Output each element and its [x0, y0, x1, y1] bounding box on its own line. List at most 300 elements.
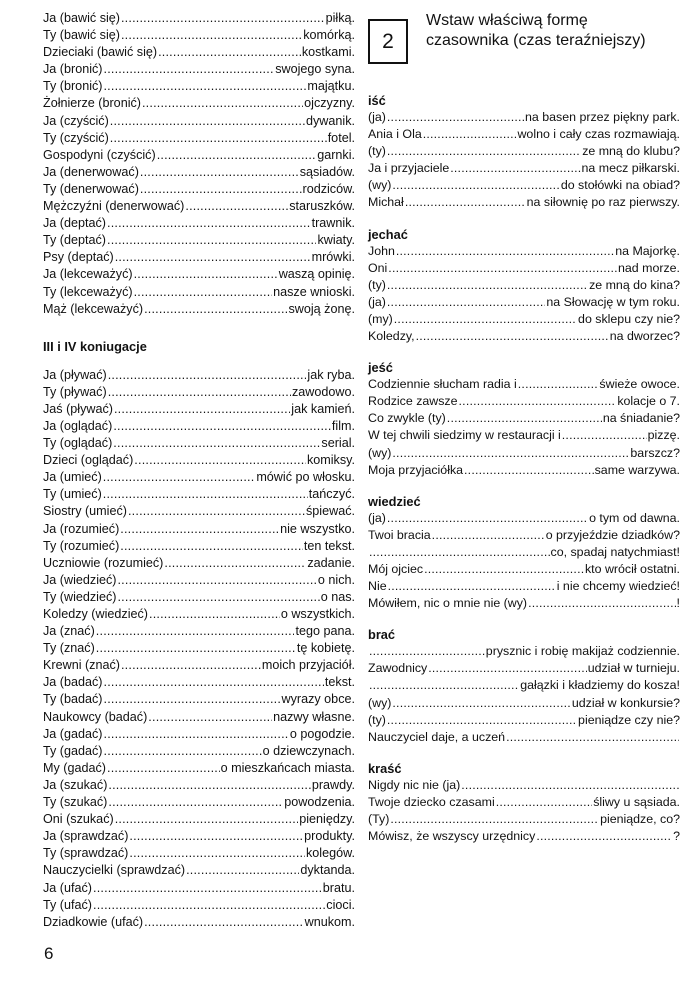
row-suffix-text: bratu.	[322, 880, 355, 895]
blank-line[interactable]	[148, 709, 272, 726]
row-suffix-text: komórką.	[303, 28, 355, 43]
blank-line[interactable]	[390, 811, 599, 828]
fill-in-row	[368, 643, 680, 660]
row-prefix-text: Ty (ufać)	[43, 897, 92, 912]
row-suffix-text: produkty.	[304, 829, 355, 844]
row-prefix-text: (ja)	[368, 510, 386, 525]
fill-in-row	[43, 845, 355, 862]
blank-line[interactable]	[96, 640, 296, 657]
fill-in-row	[368, 160, 680, 177]
row-suffix-text: ojczyzny.	[304, 96, 355, 111]
row-suffix-text: pieniądze, co?	[600, 812, 680, 826]
blank-line[interactable]	[144, 914, 304, 931]
row-suffix-text: nie wszystko.	[280, 521, 355, 536]
exercise-header	[368, 10, 680, 92]
row-prefix-text: Zawodnicy	[368, 661, 428, 676]
fill-in-row	[368, 311, 680, 328]
blank-line[interactable]	[464, 462, 594, 479]
row-suffix-text: do stołówki na obiad?	[560, 178, 680, 193]
blank-line[interactable]	[96, 623, 295, 640]
blank-line[interactable]	[140, 181, 302, 198]
left-column	[43, 10, 355, 931]
row-suffix-text: serial.	[321, 436, 355, 451]
row-suffix-text: sąsiadów.	[299, 164, 355, 179]
exercise-instruction	[426, 10, 646, 51]
fill-in-row	[43, 164, 355, 181]
row-prefix-text: Ja (bawić się)	[43, 11, 120, 25]
row-suffix-text: !	[676, 596, 680, 611]
row-suffix-text: barszcz?	[630, 445, 680, 460]
fill-in-row	[368, 376, 680, 393]
row-suffix-text: wnukom.	[304, 914, 355, 929]
fill-in-row	[43, 418, 355, 435]
row-prefix-text: Ty (umieć)	[43, 487, 102, 502]
row-prefix-text: (my)	[368, 311, 393, 326]
row-prefix-text: (wy)	[368, 445, 392, 460]
row-suffix-text: swoją żonę.	[288, 301, 355, 316]
fill-in-row	[43, 794, 355, 811]
blank-line[interactable]	[108, 384, 291, 401]
fill-in-row	[43, 301, 355, 318]
row-suffix-text: film.	[331, 418, 355, 433]
row-prefix-text: (ty)	[368, 712, 386, 727]
fill-in-row	[368, 294, 680, 311]
row-suffix-text: o przyjeździe dziadków?	[545, 527, 680, 542]
blank-line[interactable]	[392, 445, 629, 462]
row-suffix-text: cioci.	[326, 897, 355, 912]
blank-line[interactable]	[129, 828, 303, 845]
blank-line[interactable]	[392, 695, 570, 712]
blank-line[interactable]	[387, 712, 577, 729]
fill-in-row	[43, 691, 355, 708]
fill-in-row	[43, 743, 355, 760]
row-suffix-text: ze mną do klubu?	[582, 144, 680, 159]
fill-in-row	[43, 44, 355, 61]
fill-in-row	[368, 677, 680, 694]
row-prefix-text: Ja (ufać)	[43, 880, 92, 895]
row-prefix-text: Mówiłem, nic o mnie nie (wy)	[368, 596, 528, 611]
fill-in-row	[43, 555, 355, 572]
row-suffix-text: i nie chcemy wiedzieć!	[556, 579, 680, 594]
section-heading: III i IV koniugacje	[43, 338, 147, 354]
blank-line[interactable]	[158, 44, 301, 61]
fill-in-row	[368, 544, 680, 561]
row-suffix-text: prawdy.	[311, 777, 355, 792]
blank-line[interactable]	[117, 572, 316, 589]
row-suffix-text: o wszystkich.	[280, 607, 355, 621]
row-prefix-text: (ja)	[368, 110, 386, 124]
fill-in-row	[43, 384, 355, 401]
row-suffix-text: staruszków.	[289, 199, 355, 214]
blank-line[interactable]	[562, 427, 647, 444]
fill-in-row	[43, 147, 355, 164]
blank-line[interactable]	[104, 726, 289, 743]
row-suffix-text: komiksy.	[306, 453, 355, 468]
fill-in-row	[43, 657, 355, 674]
row-suffix-text: piłką.	[325, 11, 355, 25]
blank-line[interactable]	[93, 880, 322, 897]
blank-line[interactable]	[108, 794, 283, 811]
blank-line[interactable]	[394, 311, 577, 328]
verb-section	[368, 359, 680, 479]
row-prefix-text: (wy)	[368, 695, 392, 710]
blank-line[interactable]	[387, 510, 588, 527]
fill-in-row	[43, 10, 355, 27]
row-suffix-text: na Majorkę.	[615, 243, 680, 258]
blank-line[interactable]	[107, 232, 316, 249]
blank-line[interactable]	[144, 301, 287, 318]
row-prefix-text: Ty (wiedzieć)	[43, 589, 117, 604]
fill-in-row	[368, 695, 680, 712]
row-prefix-text: Oni	[368, 260, 388, 275]
row-suffix-text: o nich.	[317, 572, 355, 587]
blank-line[interactable]	[134, 284, 273, 301]
row-suffix-text: pieniędzy.	[299, 812, 355, 827]
fill-in-row	[368, 427, 680, 444]
fill-in-row	[43, 469, 355, 486]
blank-line[interactable]	[185, 198, 288, 215]
row-prefix-text: Krewni (znać)	[43, 658, 120, 673]
row-suffix-text: zawodowo.	[291, 384, 355, 399]
fill-in-row	[43, 572, 355, 589]
blank-line[interactable]	[428, 660, 586, 677]
row-prefix-text: Ja (deptać)	[43, 216, 106, 231]
row-suffix-text: kolegów.	[305, 846, 355, 861]
fill-in-row	[368, 109, 680, 126]
fill-in-row	[43, 435, 355, 452]
fill-in-row	[368, 243, 680, 260]
row-prefix-text: Mój ojciec	[368, 561, 424, 576]
blank-line[interactable]	[121, 657, 261, 674]
row-suffix-text: co, spadaj natychmiast!	[550, 544, 680, 559]
verb-section	[368, 226, 680, 346]
blank-line[interactable]	[128, 503, 305, 520]
row-prefix-text: Ty (znać)	[43, 641, 95, 656]
row-suffix-text: rodziców.	[302, 181, 355, 196]
fill-in-row	[43, 623, 355, 640]
verb-section-title: kraść	[368, 760, 402, 776]
blank-line[interactable]	[496, 794, 593, 811]
fill-in-row	[43, 232, 355, 249]
blank-line[interactable]	[120, 538, 303, 555]
row-prefix-text: Mężczyźni (denerwować)	[43, 199, 185, 214]
row-suffix-text: o tym od dawna.	[589, 510, 680, 525]
row-suffix-text: tego pana.	[295, 624, 355, 639]
fill-in-row	[368, 729, 680, 746]
row-suffix-text: waszą opinię.	[278, 267, 355, 282]
fill-in-row	[43, 215, 355, 232]
blank-line[interactable]	[121, 27, 302, 44]
blank-line[interactable]	[459, 393, 617, 410]
fill-in-row	[368, 510, 680, 527]
row-suffix-text: na śniadanie?	[602, 411, 680, 426]
exercise-2	[368, 10, 680, 845]
row-prefix-text: Uczniowie (rozumieć)	[43, 555, 164, 570]
fill-in-row	[368, 393, 680, 410]
row-prefix-text: Dzieciaki (bawić się)	[43, 45, 158, 60]
blank-line[interactable]	[104, 743, 262, 760]
fill-in-row	[43, 914, 355, 931]
verb-section	[368, 626, 680, 746]
blank-line[interactable]	[157, 147, 317, 164]
row-prefix-text: Ja (rozumieć)	[43, 521, 120, 536]
blank-line[interactable]	[424, 561, 584, 578]
blank-line[interactable]	[107, 760, 220, 777]
blank-line[interactable]	[416, 328, 609, 345]
blank-line[interactable]	[536, 828, 672, 845]
blank-line[interactable]	[110, 113, 305, 130]
row-prefix-text: Koledzy,	[368, 329, 415, 344]
row-suffix-text: wyrazy obce.	[281, 692, 355, 707]
row-prefix-text: Ja (sprawdzać)	[43, 829, 129, 844]
verb-section	[368, 760, 680, 845]
row-prefix-text: (ty)	[368, 277, 386, 292]
row-suffix-text: majątku.	[307, 79, 355, 94]
row-prefix-text: John	[368, 243, 395, 258]
blank-line[interactable]	[114, 401, 290, 418]
row-prefix-text: Mówisz, że wszyscy urzędnicy	[368, 829, 536, 844]
blank-line[interactable]	[110, 130, 327, 147]
fill-in-row	[43, 760, 355, 777]
blank-line[interactable]	[103, 78, 306, 95]
row-suffix-text: o pogodzie.	[289, 726, 355, 741]
fill-in-row	[43, 606, 355, 623]
fill-in-row	[368, 794, 680, 811]
blank-line[interactable]	[129, 845, 305, 862]
fill-in-row	[368, 410, 680, 427]
fill-in-row	[43, 284, 355, 301]
fill-in-row	[43, 452, 355, 469]
verb-section	[368, 92, 680, 212]
fill-in-row	[43, 521, 355, 538]
row-suffix-text: o nas.	[320, 589, 355, 604]
fill-in-row	[43, 401, 355, 418]
blank-line[interactable]	[117, 589, 319, 606]
fill-in-row	[43, 486, 355, 503]
fill-in-row	[43, 266, 355, 283]
blank-line[interactable]	[149, 606, 280, 623]
fill-in-row	[368, 811, 680, 828]
fill-in-row	[368, 194, 680, 211]
fill-in-row	[368, 777, 680, 794]
blank-line[interactable]	[450, 160, 580, 177]
row-prefix-text: Dziadkowie (ufać)	[43, 914, 144, 929]
row-prefix-text: Ja (umieć)	[43, 470, 102, 485]
row-prefix-text: Rodzice zawsze	[368, 394, 458, 409]
blank-line[interactable]	[369, 544, 550, 561]
fill-in-row	[43, 130, 355, 147]
row-suffix-text: na mecz piłkarski.	[581, 161, 680, 176]
row-suffix-text: mówić po włosku.	[256, 470, 355, 485]
blank-line[interactable]	[447, 410, 602, 427]
fill-in-row	[43, 726, 355, 743]
row-prefix-text: (ty)	[368, 144, 386, 159]
blank-line[interactable]	[423, 126, 517, 143]
row-prefix-text: My (gadać)	[43, 760, 106, 775]
blank-line[interactable]	[115, 249, 311, 266]
row-prefix-text: Nauczyciel daje, a uczeń	[368, 729, 506, 744]
blank-line[interactable]	[107, 215, 311, 232]
blank-line[interactable]	[113, 435, 320, 452]
blank-line[interactable]	[104, 691, 281, 708]
row-prefix-text: Ty (bawić się)	[43, 28, 120, 43]
row-prefix-text: Ja (pływać)	[43, 367, 107, 382]
blank-line[interactable]	[528, 595, 675, 612]
row-prefix-text: Ja (czyścić)	[43, 113, 109, 128]
blank-line[interactable]	[461, 777, 679, 794]
blank-line[interactable]	[369, 677, 519, 694]
row-prefix-text: Ja (szukać)	[43, 777, 108, 792]
row-suffix-text: jak ryba.	[307, 367, 355, 382]
fill-in-row	[43, 78, 355, 95]
fill-in-row	[368, 445, 680, 462]
row-suffix-text: jak kamień.	[291, 401, 355, 416]
blank-line[interactable]	[108, 777, 310, 794]
fill-in-row	[43, 828, 355, 845]
blank-line[interactable]	[134, 452, 306, 469]
instruction-line: Wstaw właściwą formę	[426, 12, 588, 29]
row-prefix-text: Ty (szukać)	[43, 795, 108, 810]
blank-line[interactable]	[388, 578, 556, 595]
row-suffix-text: wolno i cały czas rozmawiają.	[517, 127, 680, 142]
row-suffix-text: gałązki i kładziemy do kosza!	[520, 678, 680, 693]
blank-line[interactable]	[388, 260, 617, 277]
row-prefix-text: Żołnierze (bronić)	[43, 96, 141, 111]
row-suffix-text: pieniądze czy nie?	[578, 712, 680, 727]
blank-line[interactable]	[113, 418, 331, 435]
blank-line[interactable]	[387, 109, 524, 126]
blank-line[interactable]	[104, 674, 324, 691]
row-prefix-text: Ja (znać)	[43, 624, 95, 639]
row-suffix-text: garnki.	[317, 147, 355, 162]
row-prefix-text: Ty (pływać)	[43, 384, 107, 399]
page-number: 6	[44, 944, 54, 963]
fill-in-row	[368, 462, 680, 479]
fill-in-row	[43, 61, 355, 78]
fill-in-row	[43, 27, 355, 44]
blank-line[interactable]	[140, 164, 299, 181]
row-suffix-text: ?	[673, 829, 680, 844]
row-suffix-text: udział w konkursie?	[571, 695, 680, 710]
row-prefix-text: Twoi bracia	[368, 527, 431, 542]
row-suffix-text: dyktanda.	[300, 863, 355, 878]
fill-in-row	[368, 126, 680, 143]
verb-section-title: brać	[368, 627, 396, 643]
fill-in-row	[368, 177, 680, 194]
verb-drill-list-2	[43, 367, 355, 931]
row-prefix-text: Oni (szukać)	[43, 812, 114, 827]
row-prefix-text: Gospodyni (czyścić)	[43, 147, 156, 162]
blank-line[interactable]	[93, 897, 325, 914]
blank-line[interactable]	[387, 294, 546, 311]
blank-line[interactable]	[134, 266, 278, 283]
row-prefix-text: Ja (gadać)	[43, 726, 103, 741]
row-prefix-text: Ja (bronić)	[43, 62, 103, 77]
blank-line[interactable]	[115, 811, 299, 828]
row-prefix-text: Ty (lekceważyć)	[43, 284, 133, 299]
row-prefix-text: Mąż (lekceważyć)	[43, 301, 144, 316]
blank-line[interactable]	[164, 555, 306, 572]
blank-line[interactable]	[104, 61, 275, 78]
blank-line[interactable]	[518, 376, 599, 393]
fill-in-row	[43, 880, 355, 897]
instruction-line: czasownika (czas teraźniejszy)	[426, 32, 646, 49]
row-suffix-text: ten tekst.	[303, 538, 355, 553]
row-prefix-text: Psy (deptać)	[43, 250, 114, 265]
fill-in-row	[43, 674, 355, 691]
row-prefix-text: Ty (sprawdzać)	[43, 846, 129, 861]
blank-line[interactable]	[506, 729, 679, 746]
row-suffix-text: fotel.	[327, 130, 355, 145]
row-suffix-text: tańczyć.	[308, 487, 355, 502]
exercise-sections	[368, 92, 680, 845]
blank-line[interactable]	[405, 194, 526, 211]
verb-section-title: wiedzieć	[368, 493, 421, 509]
verb-section-title: iść	[368, 93, 386, 108]
row-prefix-text: Ja (denerwować)	[43, 164, 139, 179]
fill-in-row	[43, 538, 355, 555]
row-suffix-text: dywanik.	[306, 113, 355, 128]
fill-in-row	[368, 595, 680, 612]
row-suffix-text: świeże owoce.	[599, 377, 680, 392]
blank-line[interactable]	[108, 367, 307, 384]
fill-in-row	[43, 862, 355, 879]
row-prefix-text: Siostry (umieć)	[43, 504, 127, 519]
fill-in-row	[43, 249, 355, 266]
fill-in-row	[368, 828, 680, 845]
row-prefix-text: Naukowcy (badać)	[43, 709, 148, 724]
row-prefix-text: (Ty)	[368, 812, 390, 826]
fill-in-row	[368, 277, 680, 294]
fill-in-row	[43, 198, 355, 215]
blank-line[interactable]	[392, 177, 559, 194]
verb-section	[368, 493, 680, 613]
fill-in-row	[368, 527, 680, 544]
blank-line[interactable]	[387, 143, 581, 160]
row-suffix-text: nasze wnioski.	[273, 284, 355, 299]
row-suffix-text: kolacje o 7.	[617, 394, 680, 409]
blank-line[interactable]	[120, 521, 279, 538]
row-prefix-text: Koledzy (wiedzieć)	[43, 607, 148, 621]
row-suffix-text: o dziewczynach.	[262, 743, 355, 758]
row-suffix-text: tekst.	[324, 675, 355, 690]
row-prefix-text: Ty (rozumieć)	[43, 538, 120, 553]
blank-line[interactable]	[387, 277, 588, 294]
blank-line[interactable]	[432, 527, 545, 544]
row-prefix-text: Nauczycielki (sprawdzać)	[43, 863, 186, 878]
blank-line[interactable]	[121, 10, 325, 27]
row-suffix-text: pizzę.	[647, 428, 680, 443]
row-prefix-text: Ty (deptać)	[43, 233, 106, 248]
fill-in-row	[368, 578, 680, 595]
row-suffix-text: powodzenia.	[284, 795, 355, 810]
blank-line[interactable]	[396, 243, 614, 260]
row-suffix-text: na siłownię po raz pierwszy.	[526, 195, 680, 210]
row-prefix-text: Ty (oglądać)	[43, 436, 113, 451]
blank-line[interactable]	[369, 643, 485, 660]
row-prefix-text: Ty (badać)	[43, 692, 103, 707]
row-prefix-text: W tej chwili siedzimy w restauracji i	[368, 428, 561, 443]
row-suffix-text: zadanie.	[307, 555, 355, 570]
blank-line[interactable]	[142, 95, 303, 112]
blank-line[interactable]	[186, 862, 299, 879]
fill-in-row	[43, 367, 355, 384]
blank-line[interactable]	[103, 469, 256, 486]
row-prefix-text: Moja przyjaciółka	[368, 462, 464, 477]
row-suffix-text: na basen przez piękny park.	[525, 110, 680, 124]
blank-line[interactable]	[103, 486, 308, 503]
row-suffix-text: nad morze.	[618, 260, 680, 275]
